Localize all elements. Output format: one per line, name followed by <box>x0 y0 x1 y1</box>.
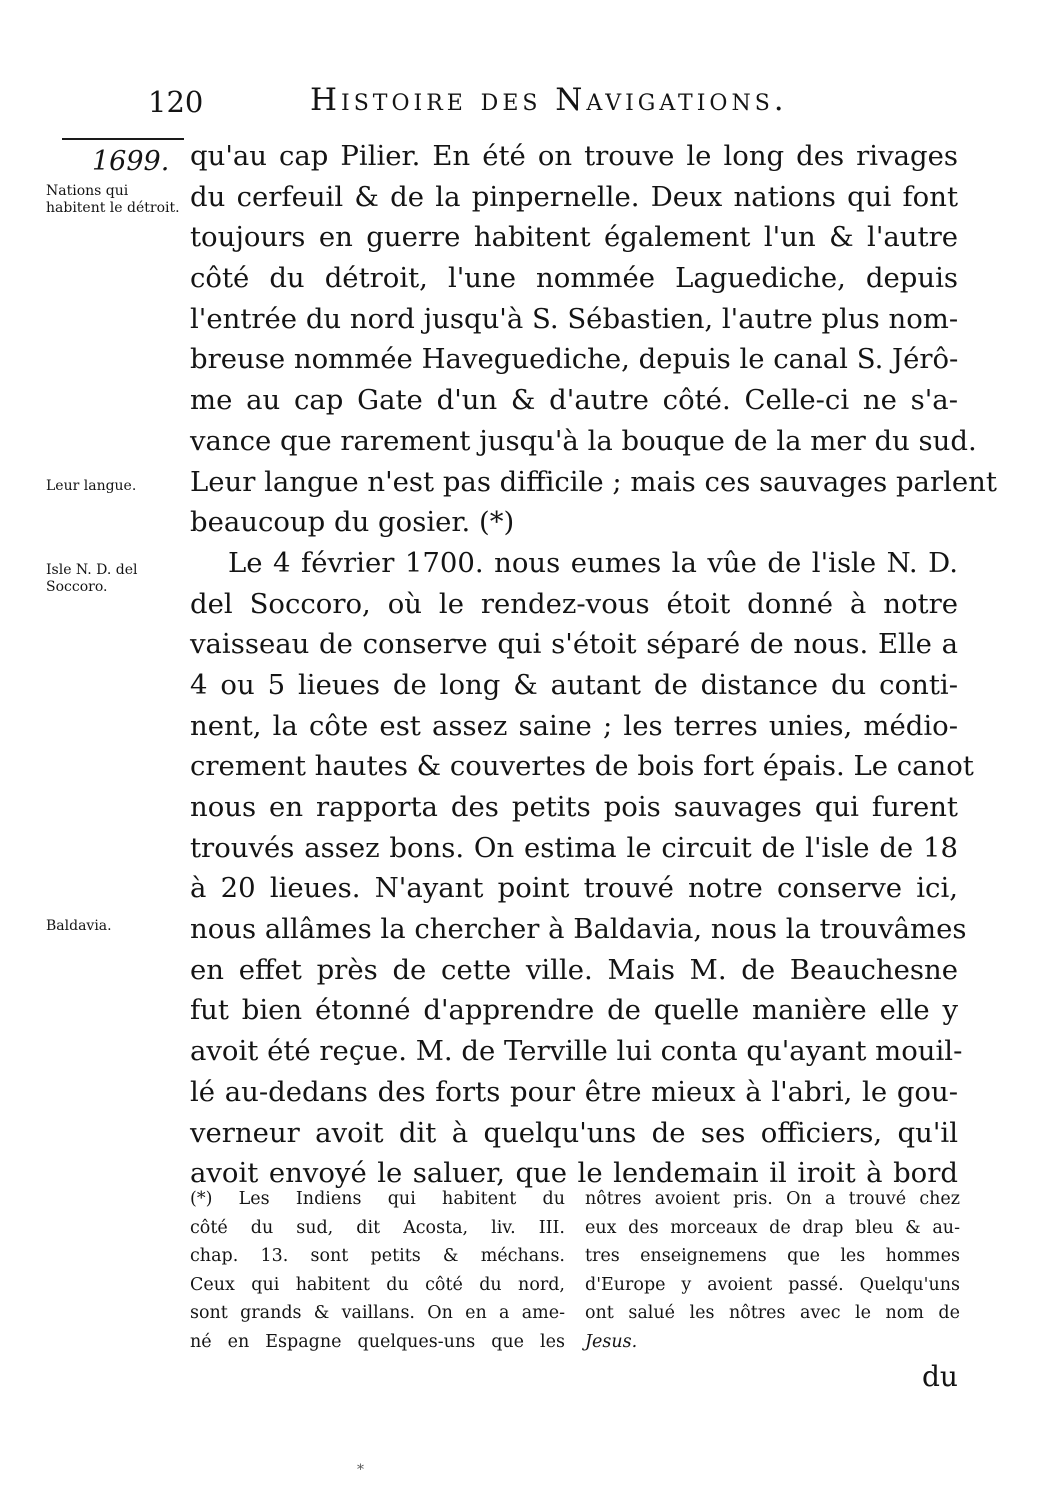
footnote-line: tres enseignemens que les hommes <box>585 1246 960 1266</box>
margin-note-baldavia: Baldavia. <box>46 918 112 934</box>
margin-note-langue: Leur langue. <box>46 478 137 494</box>
text-line: avoit été reçue. M. de Terville lui conta qu'ayant mouil- <box>190 1035 963 1068</box>
text-line: à 20 lieues. N'ayant point trouvé notre conserve ici, <box>190 872 958 905</box>
footnote-line: né en Espagne quelques-uns que les <box>190 1331 565 1352</box>
footnote-line: ont salué les nôtres avec le nom de <box>585 1303 960 1323</box>
text-line: me au cap Gate d'un & d'autre côté. Celle-ci ne s'a- <box>190 384 958 417</box>
text-line: trouvés assez bons. On estima le circuit de l'isle de 18 <box>190 831 958 864</box>
margin-note-isle: Isle N. D. del Soccoro. <box>46 562 138 595</box>
text-line: del Soccoro, où le rendez-vous étoit donné à notre <box>190 587 958 620</box>
footnote-line: sont grands & vaillans. On en a ame- <box>190 1303 565 1323</box>
text-line: crement hautes & couvertes de bois fort épais. Le canot <box>190 750 974 783</box>
footnote-right-column <box>585 1185 960 1356</box>
text-line: avoit envoyé le saluer, que le lendemain il iroit à bord <box>190 1157 958 1190</box>
ornament-mark: * <box>357 1462 364 1478</box>
main-text <box>190 136 997 1194</box>
margin-rule <box>62 138 184 140</box>
text-line: fut bien étonné d'apprendre de quelle manière elle y <box>190 994 958 1027</box>
text-line: breuse nommée Haveguediche, depuis le canal S. Jérô- <box>190 343 959 376</box>
text-line: côté du détroit, l'une nommée Laguediche, depuis <box>190 262 958 295</box>
text-line: Leur langue n'est pas difficile ; mais ces sauvages parlent <box>190 465 997 498</box>
text-line: vaisseau de conserve qui s'étoit séparé de nous. Elle a <box>190 628 958 661</box>
text-line: en effet près de cette ville. Mais M. de Beauchesne <box>190 953 958 986</box>
text-line: nous allâmes la chercher à Baldavia, nous la trouvâmes <box>190 913 967 946</box>
text-line: lé au-dedans des forts pour être mieux à l'abri, le gou- <box>190 1075 958 1108</box>
text-line: 4 ou 5 lieues de long & autant de distance du conti- <box>190 668 958 701</box>
text-line: l'entrée du nord jusqu'à S. Sébastien, l'autre plus nom- <box>190 302 959 335</box>
text-line: Le 4 février 1700. nous eumes la vûe de l'isle N. D. <box>228 546 958 579</box>
text-line: toujours en guerre habitent également l'un & l'autre <box>190 221 958 254</box>
footnote-left-column <box>190 1185 565 1356</box>
text-line: nent, la côte est assez saine ; les terres unies, médio- <box>190 709 958 742</box>
catchword: du <box>922 1360 958 1393</box>
footnote-line: Ceux qui habitent du côté du nord, <box>190 1274 565 1295</box>
footnote-line: chap. 13. sont petits & méchans. <box>190 1246 565 1266</box>
text-line: qu'au cap Pilier. En été on trouve le long des rivages <box>190 140 958 172</box>
text-line: du cerfeuil & de la pinpernelle. Deux nations qui font <box>190 180 958 213</box>
footnote-line: d'Europe y avoient passé. Quelqu'uns <box>585 1274 960 1295</box>
footnote-line: eux des morceaux de drap bleu & au- <box>585 1217 960 1238</box>
margin-note-nations: Nations qui habitent le détroit. <box>46 183 180 216</box>
footnote-line: nôtres avoient pris. On a trouvé chez <box>585 1189 960 1209</box>
page-number: 120 <box>148 85 204 119</box>
footnote-line: côté du sud, dit Acosta, liv. III. <box>190 1217 565 1238</box>
text-line: verneur avoit dit à quelqu'uns de ses officiers, qu'il <box>190 1116 958 1149</box>
margin-year: 1699. <box>92 146 170 177</box>
running-title: Histoire des Navigations. <box>310 82 788 118</box>
footnote-line: Jesus. <box>585 1331 638 1352</box>
text-line: nous en rapporta des petits pois sauvages qui furent <box>190 791 958 823</box>
footnote-line: (*) Les Indiens qui habitent du <box>190 1189 565 1209</box>
text-line: beaucoup du gosier. (*) <box>190 506 515 539</box>
text-line: vance que rarement jusqu'à la bouque de la mer du sud. <box>190 424 977 457</box>
